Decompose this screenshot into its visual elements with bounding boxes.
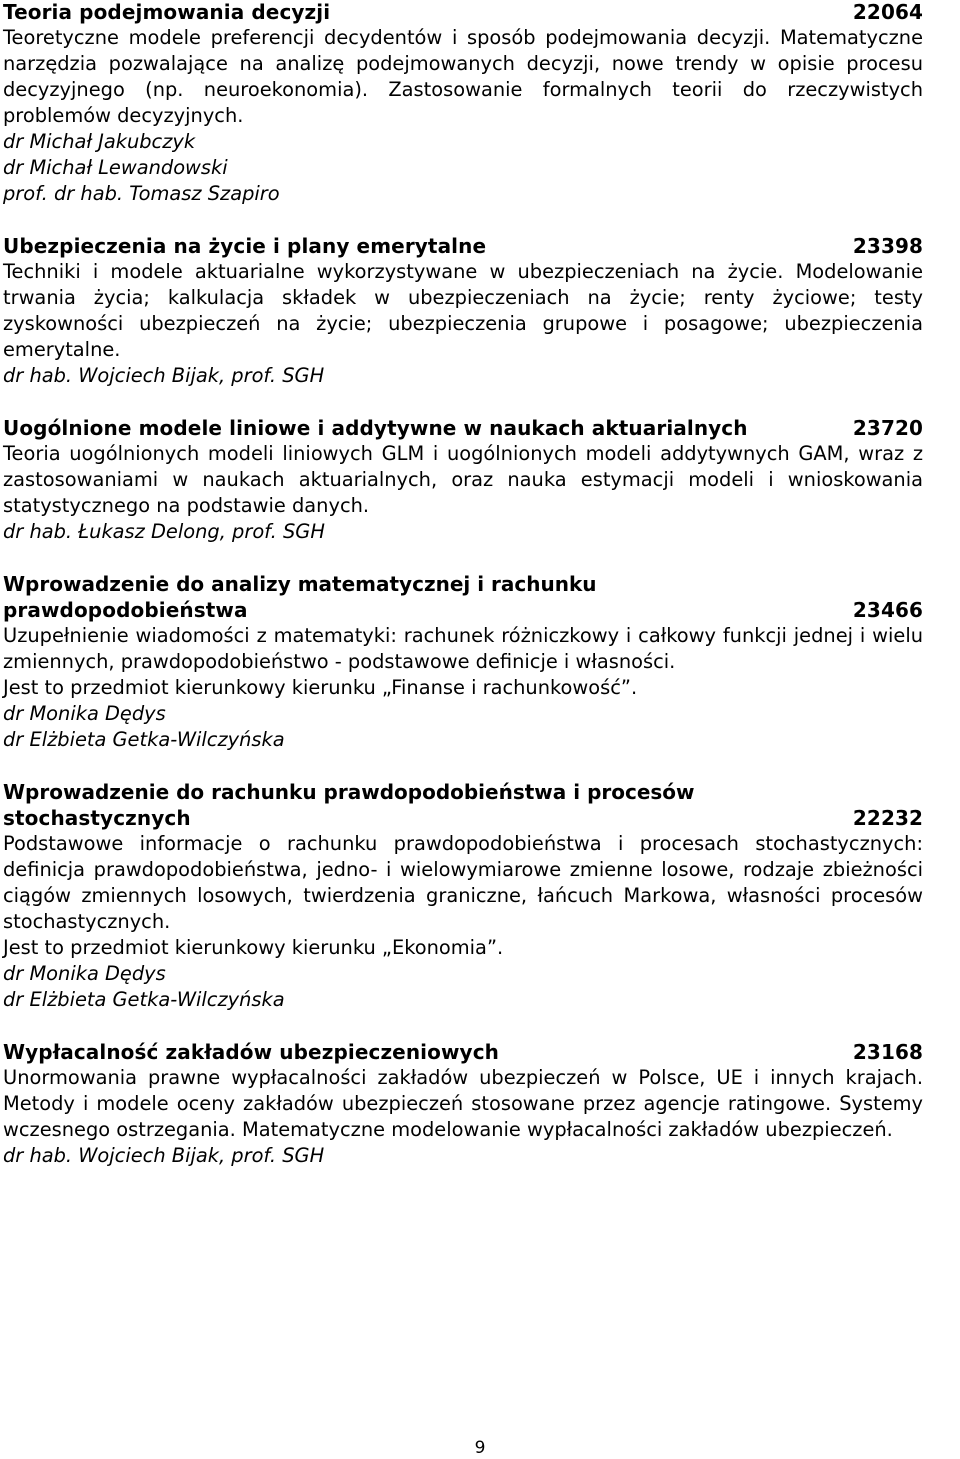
course-header bbox=[3, 1039, 923, 1065]
course-header bbox=[3, 0, 923, 25]
course-header bbox=[3, 805, 923, 831]
course-title-line1: Wprowadzenie do analizy matematycznej i rachunku bbox=[3, 572, 597, 596]
course-code: 23168 bbox=[852, 1040, 923, 1064]
course-description: Podstawowe informacje o rachunku prawdopodobieństwa i procesach stochastycznych: definicja prawdopodobieństwa, jedno- i wielowymiarowe zmienne losowe, rodzaje zbieżności ciągów zmiennych losowych, twierdzenia graniczne, łańcuch Markowa, własności procesów stochastycznych. bbox=[3, 832, 923, 933]
course-title-line1: Wprowadzenie do rachunku prawdopodobieństwa i procesów bbox=[3, 780, 695, 804]
course-header bbox=[3, 415, 923, 441]
course-note: Jest to przedmiot kierunkowy kierunku „Finanse i rachunkowość”. bbox=[3, 676, 638, 699]
course-lecturer: dr Michał Jakubczyk bbox=[3, 130, 196, 153]
course-lecturer: prof. dr hab. Tomasz Szapiro bbox=[3, 182, 280, 205]
course-lecturer: dr hab. Łukasz Delong, prof. SGH bbox=[3, 520, 325, 543]
page-number: 9 bbox=[474, 1438, 486, 1458]
course-lecturer: dr Elżbieta Getka-Wilczyńska bbox=[3, 988, 285, 1011]
course-entry bbox=[3, 1039, 923, 1169]
course-entry bbox=[3, 571, 923, 753]
course-title: Wypłacalność zakładów ubezpieczeniowych bbox=[3, 1040, 499, 1064]
course-description: Uzupełnienie wiadomości z matematyki: rachunek różniczkowy i całkowy funkcji jednej i wielu zmiennych, prawdopodobieństwo - podstawowe definicje i własności. bbox=[3, 624, 923, 673]
course-title: Ubezpieczenia na życie i plany emerytalne bbox=[3, 234, 487, 258]
course-description: Unormowania prawne wypłacalności zakładów ubezpieczeń w Polsce, UE i innych krajach. Metody i modele oceny zakładów ubezpieczeń stosowane przez agencje ratingowe. Systemy wczesnego ostrzegania. Matematyczne modelowanie wypłacalności zakładów ubezpieczeń. bbox=[3, 1066, 923, 1141]
course-lecturer: dr Monika Dędys bbox=[3, 962, 166, 985]
course-description: Teoria uogólnionych modeli liniowych GLM i uogólnionych modeli addytywnych GAM, wraz z zastosowaniami w naukach aktuarialnych, oraz nauka estymacji modeli i wnioskowania statystycznego na podstawie danych. bbox=[3, 442, 923, 517]
course-lecturer: dr Elżbieta Getka-Wilczyńska bbox=[3, 728, 285, 751]
course-code: 23466 bbox=[852, 598, 923, 622]
course-header bbox=[3, 233, 923, 259]
course-title: Teoria podejmowania decyzji bbox=[3, 0, 331, 24]
course-title: Uogólnione modele liniowe i addytywne w naukach aktuarialnych bbox=[3, 416, 748, 440]
course-lecturer: dr hab. Wojciech Bijak, prof. SGH bbox=[3, 1144, 325, 1167]
course-code: 22232 bbox=[852, 806, 923, 830]
course-entry bbox=[3, 415, 923, 545]
course-note: Jest to przedmiot kierunkowy kierunku „Ekonomia”. bbox=[3, 936, 504, 959]
course-code: 22064 bbox=[852, 0, 923, 24]
course-description: Teoretyczne modele preferencji decydentów i sposób podejmowania decyzji. Matematyczne narzędzia pozwalające na analizę podejmowanych decyzji, nowe trendy w opisie procesu decyzyjnego (np. neuroekonomia). Zastosowanie formalnych teorii do rzeczywistych problemów decyzyjnych. bbox=[3, 26, 923, 127]
course-lecturer: dr Michał Lewandowski bbox=[3, 156, 228, 179]
document-page bbox=[3, 0, 923, 1195]
course-lecturer: dr hab. Wojciech Bijak, prof. SGH bbox=[3, 364, 325, 387]
course-entry bbox=[3, 779, 923, 1013]
course-entry bbox=[3, 233, 923, 389]
course-entry bbox=[3, 0, 923, 207]
course-code: 23720 bbox=[852, 416, 923, 440]
course-header bbox=[3, 597, 923, 623]
course-code: 23398 bbox=[852, 234, 923, 258]
course-lecturer: dr Monika Dędys bbox=[3, 702, 166, 725]
course-title-line2: stochastycznych bbox=[3, 806, 191, 830]
course-title-line2: prawdopodobieństwa bbox=[3, 598, 248, 622]
course-description: Techniki i modele aktuarialne wykorzystywane w ubezpieczeniach na życie. Modelowanie trwania życia; kalkulacja składek w ubezpieczeniach na życie; renty życiowe; testy zyskowności ubezpieczeń na życie; ubezpieczenia grupowe i posagowe; ubezpieczenia emerytalne. bbox=[3, 260, 923, 361]
